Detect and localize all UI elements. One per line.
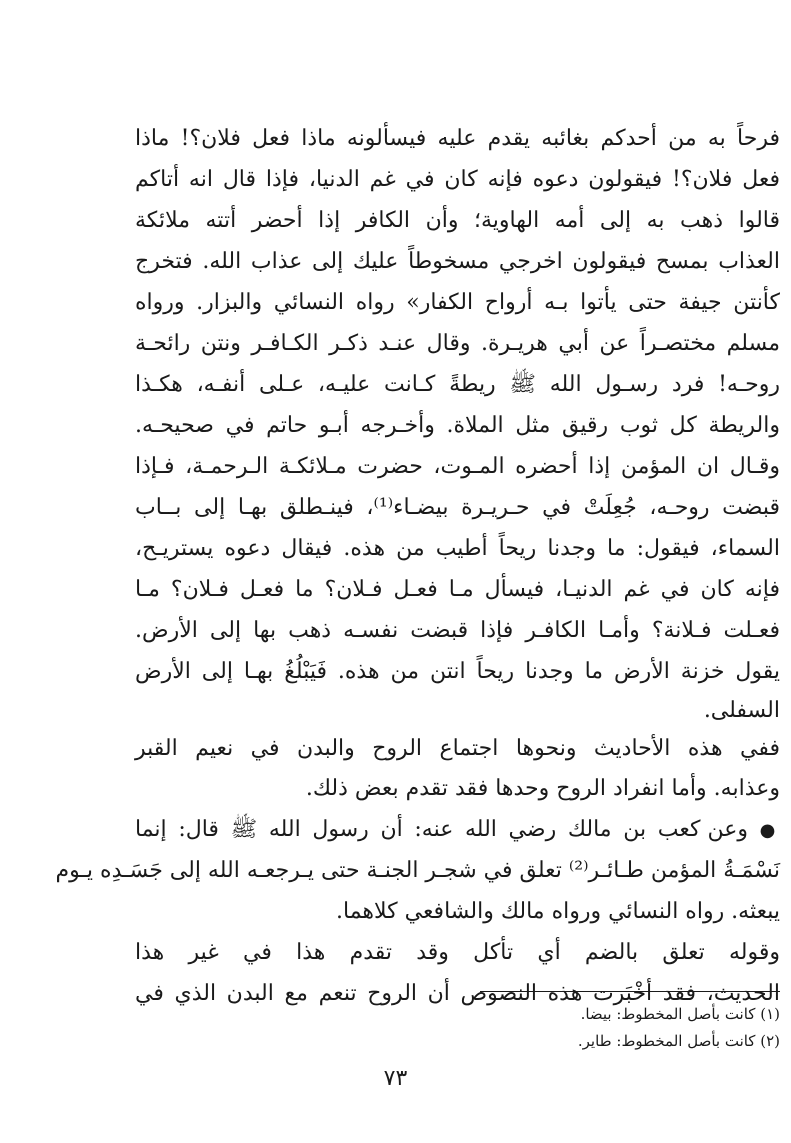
text-line: قالوا ذهب به إلى أمه الهاوية؛ وأن الكافر إذا أحضر أتته ملائكة <box>135 208 780 233</box>
text-line: فعل فلان؟! فيقولون دعوه فإنه كان في غم الدنيا، فإذا قال انه أتاكم <box>135 167 780 192</box>
text-line: فرحاً به من أحدكم بغائبه يقدم عليه فيسألونه ماذا فعل فلان؟! ماذا <box>135 126 780 151</box>
text-line: والريطة كل ثوب رقيق مثل الملاة. وأخـرجه أبـو حاتم في صحيحـه. <box>135 413 780 438</box>
text-line-bulleted <box>135 809 780 850</box>
text-line: السماء، فيقول: ما وجدنا ريحاً أطيب من هذه. فيقال دعوه يستريـح، <box>135 536 780 561</box>
text-line: وعذابه. وأما انفراد الروح وحدها فقد تقدم بعض ذلك. <box>305 776 780 801</box>
text-line: قبضت روحـه، جُعِلَتْ في حـريـرة بيضـاء⁽¹⁾، فينـطلق بهـا إلى بــاب <box>135 495 780 520</box>
text-line: العذاب بمسح فيقولون اخرجي مسخوطاً عليك إلى عذاب الله. فتخرج <box>135 249 780 274</box>
bullet-icon: ● <box>759 820 780 841</box>
text-line: نَسْمَـةُ المؤمن طـائـر⁽²⁾ تعلق في شجـر الجنـة حتى يـرجعـه الله إلى جَسَـدِه يـوم <box>55 858 780 883</box>
text-line: وقوله تعلق بالضم أي تأكل وقد تقدم هذا في غير هذا <box>135 940 780 965</box>
footnote: (١) كانت بأصل المخطوط: بيضا. <box>580 1005 780 1023</box>
text-line: السفلى. <box>703 698 780 723</box>
footnote-divider <box>480 991 780 992</box>
text-line: ففي هذه الأحاديث ونحوها اجتماع الروح والبدن في نعيم القبر <box>135 736 780 761</box>
text-line: روحـه! فرد رسـول الله ﷺ ريطةً كـانت عليـه، عـلى أنفـه، هكـذا <box>135 372 780 397</box>
text-line: كأنتن جيفة حتى يأتوا بـه أرواح الكفار» رواه النسائي والبزار. ورواه <box>135 290 780 315</box>
text-line: الحديث، فقد أخْبَرت هذه النصوص أن الروح تنعم مع البدن الذي في <box>135 981 780 1006</box>
text-line: فعـلت فـلانة؟ وأمـا الكافـر فإذا قبضت نفسـه ذهب بها إلى الأرض. <box>135 618 780 643</box>
text-line-content: وعن كعب بن مالك رضي الله عنه: أن رسول الله ﷺ قال: إنما <box>135 817 748 842</box>
footnote: (٢) كانت بأصل المخطوط: طاير. <box>577 1032 780 1050</box>
page-number: ٧٣ <box>383 1066 408 1091</box>
text-line: يبعثه. رواه النسائي ورواه مالك والشافعي كلاهما. <box>336 899 780 924</box>
body-text <box>55 118 780 1014</box>
text-line: فإنه كان في غم الدنيـا، فيسأل مـا فعـل فـلان؟ ما فعـل فـلان؟ مـا <box>135 577 780 602</box>
footnotes <box>300 1001 780 1055</box>
text-line: يقول خزنة الأرض ما وجدنا ريحاً انتن من هذه. فَيَبْلُغُ بهـا إلى الأرض <box>135 659 780 684</box>
text-line: مسلم مختصـراً عن أبي هريـرة. وقال عنـد ذكـر الكـافـر ونتن رائحـة <box>135 331 780 356</box>
text-line: وقـال ان المؤمن إذا أحضره المـوت، حضرت مـلائكـة الـرحمـة، فـإذا <box>135 454 780 479</box>
